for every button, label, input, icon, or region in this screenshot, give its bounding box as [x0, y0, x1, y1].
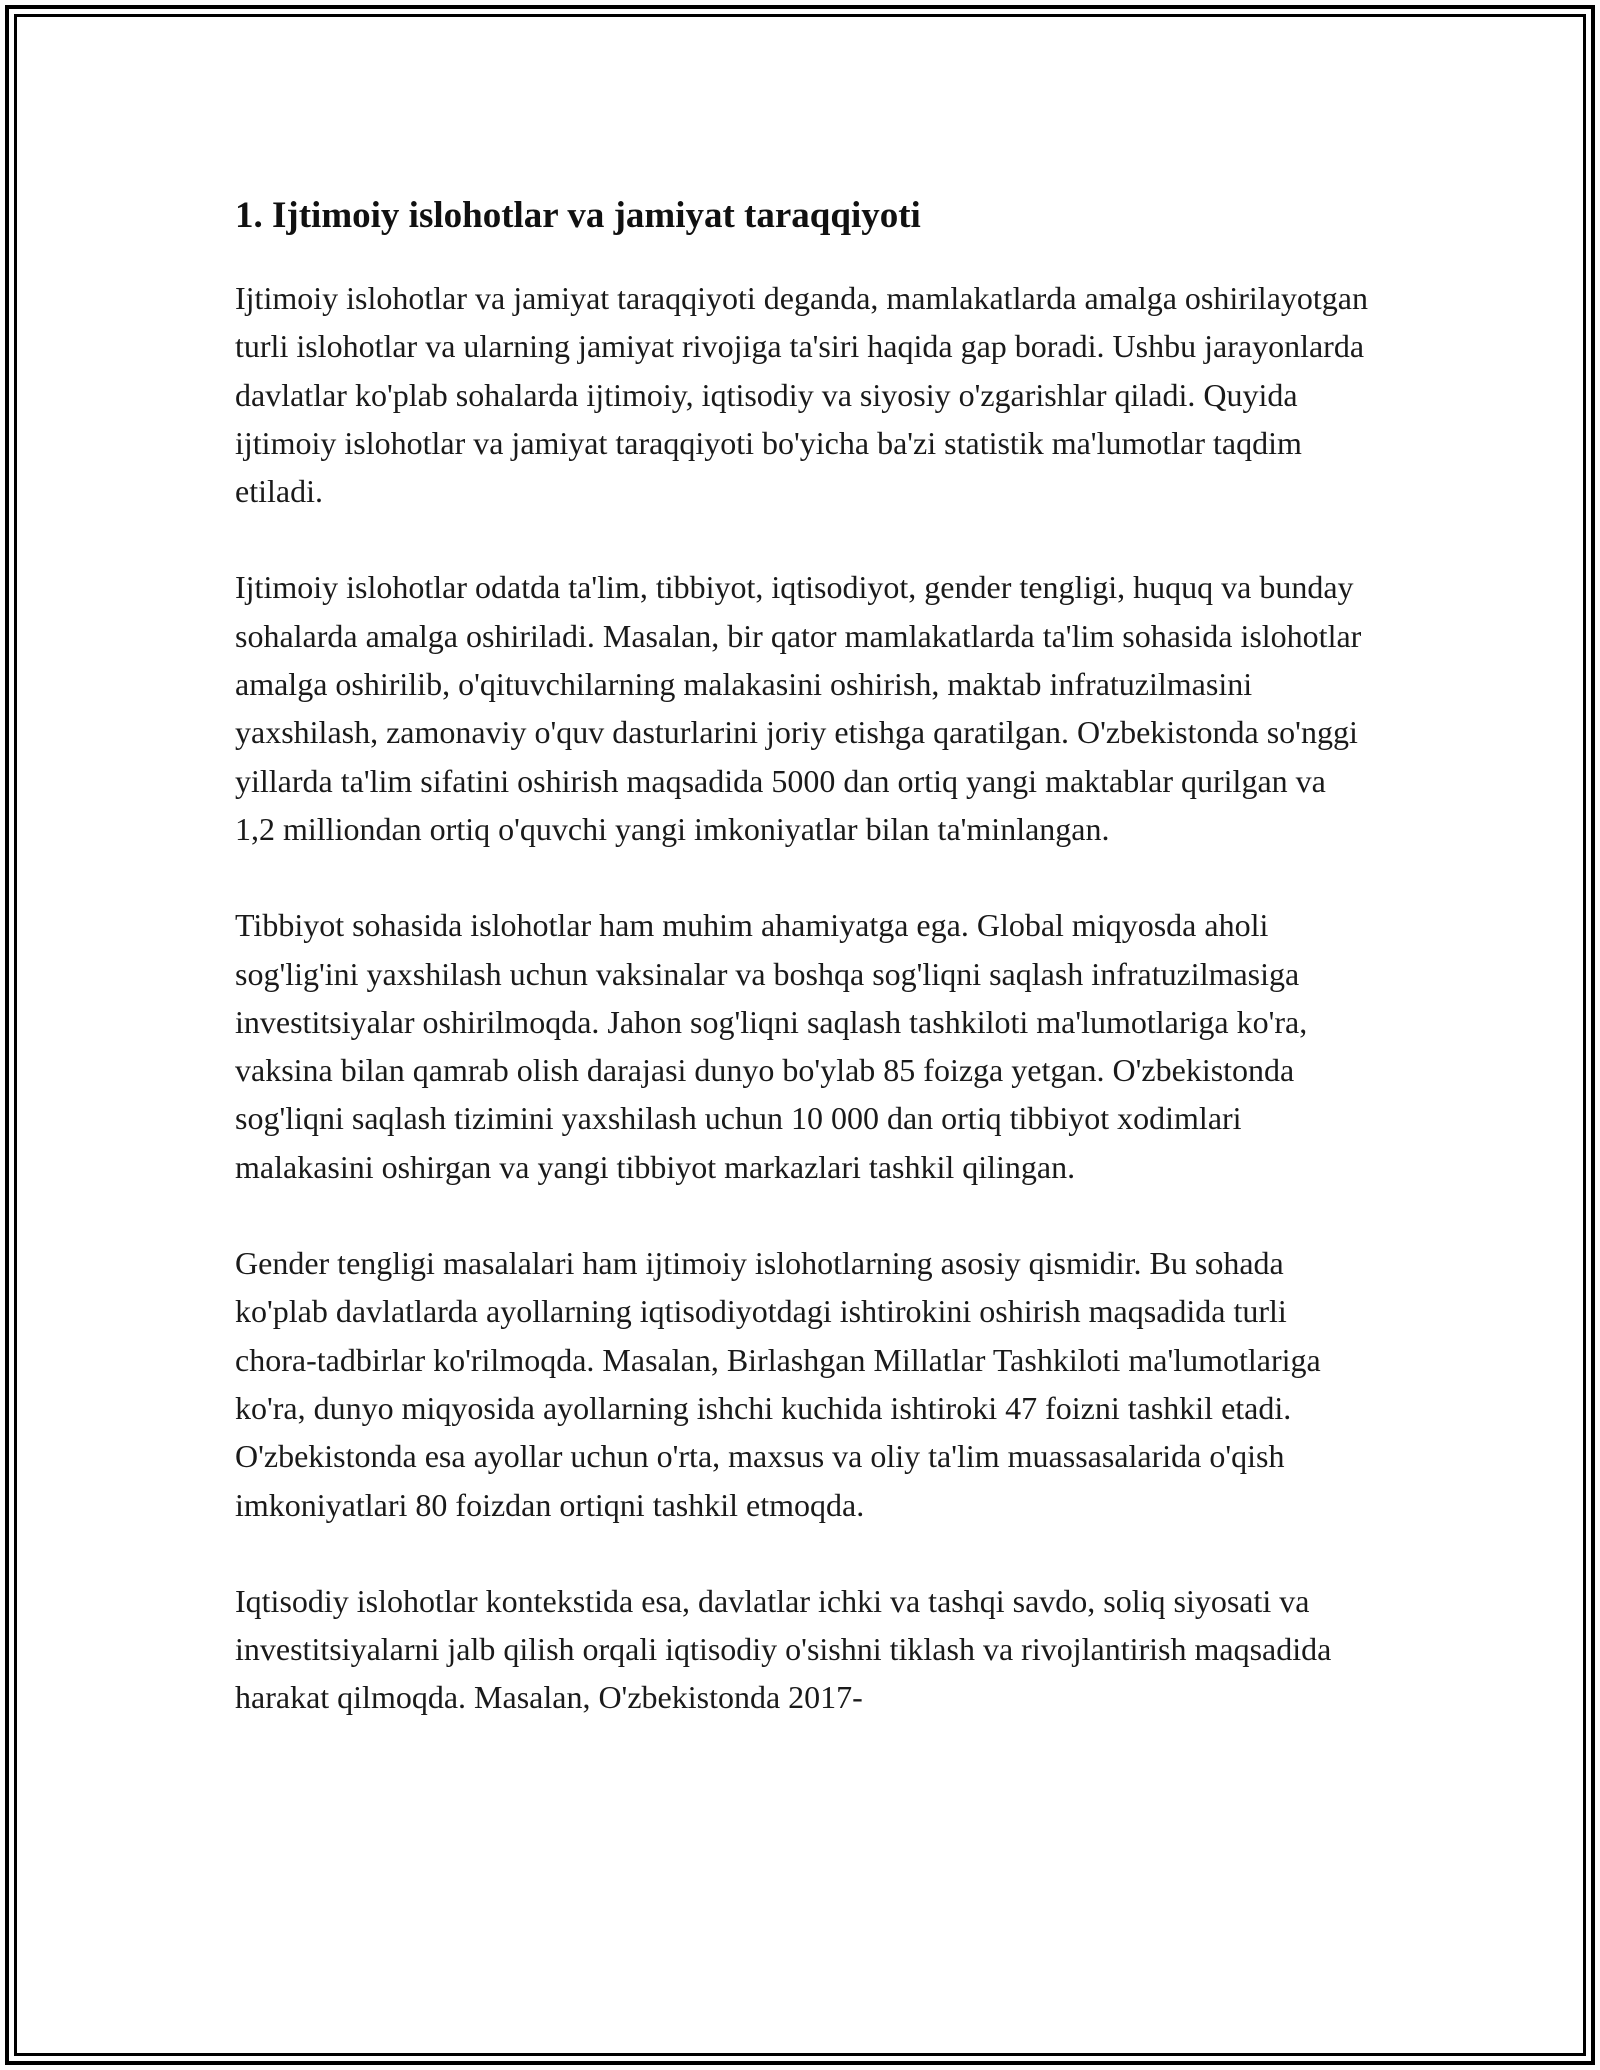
paragraph-education: Ijtimoiy islohotlar odatda ta'lim, tibbiyot, iqtisodiyot, gender tengligi, huquq va bunday sohalarda amalga oshiriladi. Masalan, bir qator mamlakatlarda ta'lim sohasida islohotlar amalga oshirilib, o'qituvchilarning malakasini oshirish, maktab infratuzilmasini yaxshilash, zamonaviy o'quv dasturlarini joriy etishga qaratilgan. O'zbekistonda so'nggi yillarda ta'lim sifatini oshirish maqsadida 5000 dan ortiq yangi maktablar qurilgan va 1,2 milliondan ortiq o'quvchi yangi imkoniyatlar bilan ta'minlangan.	[235, 569, 1362, 847]
section-heading: 1. Ijtimoiy islohotlar va jamiyat taraqqiyoti	[235, 195, 921, 236]
document-body	[235, 188, 1370, 1722]
paragraph-healthcare: Tibbiyot sohasida islohotlar ham muhim ahamiyatga ega. Global miqyosda aholi sog'lig'ini yaxshilash uchun vaksinalar va boshqa sog'liqni saqlash infratuzilmasiga investitsiyalar oshirilmoqda. Jahon sog'liqni saqlash tashkiloti ma'lumotlariga ko'ra, vaksina bilan qamrab olish darajasi dunyo bo'ylab 85 foizga yetgan. O'zbekistonda sog'liqni saqlash tizimini yaxshilash uchun 10 000 dan ortiq tibbiyot xodimlari malakasini oshirgan va yangi tibbiyot markazlari tashkil qilingan.	[235, 907, 1308, 1185]
paragraph-intro: Ijtimoiy islohotlar va jamiyat taraqqiyoti deganda, mamlakatlarda amalga oshirilayotgan turli islohotlar va ularning jamiyat rivojiga ta'siri haqida gap boradi. Ushbu jarayonlarda davlatlar ko'plab sohalarda ijtimoiy, iqtisodiy va siyosiy o'zgarishlar qiladi. Quyida ijtimoiy islohotlar va jamiyat taraqqiyoti bo'yicha ba'zi statistik ma'lumotlar taqdim etiladi.	[235, 280, 1368, 510]
paragraph-gender-equality: Gender tengligi masalalari ham ijtimoiy islohotlarning asosiy qismidir. Bu sohada ko'plab davlatlarda ayollarning iqtisodiyotdagi ishtirokini oshirish maqsadida turli chora-tadbirlar ko'rilmoqda. Masalan, Birlashgan Millatlar Tashkiloti ma'lumotlariga ko'ra, dunyo miqyosida ayollarning ishchi kuchida ishtiroki 47 foizni tashkil etadi. O'zbekistonda esa ayollar uchun o'rta, maxsus va oliy ta'lim muassasalarida o'qish imkoniyatlari 80 foizdan ortiqni tashkil etmoqda.	[235, 1245, 1321, 1523]
paragraph-economic: Iqtisodiy islohotlar kontekstida esa, davlatlar ichki va tashqi savdo, soliq siyosati va investitsiyalarni jalb qilish orqali iqtisodiy o'sishni tiklash va rivojlantirish maqsadida harakat qilmoqda. Masalan, O'zbekistonda 2017-	[235, 1582, 1332, 1716]
